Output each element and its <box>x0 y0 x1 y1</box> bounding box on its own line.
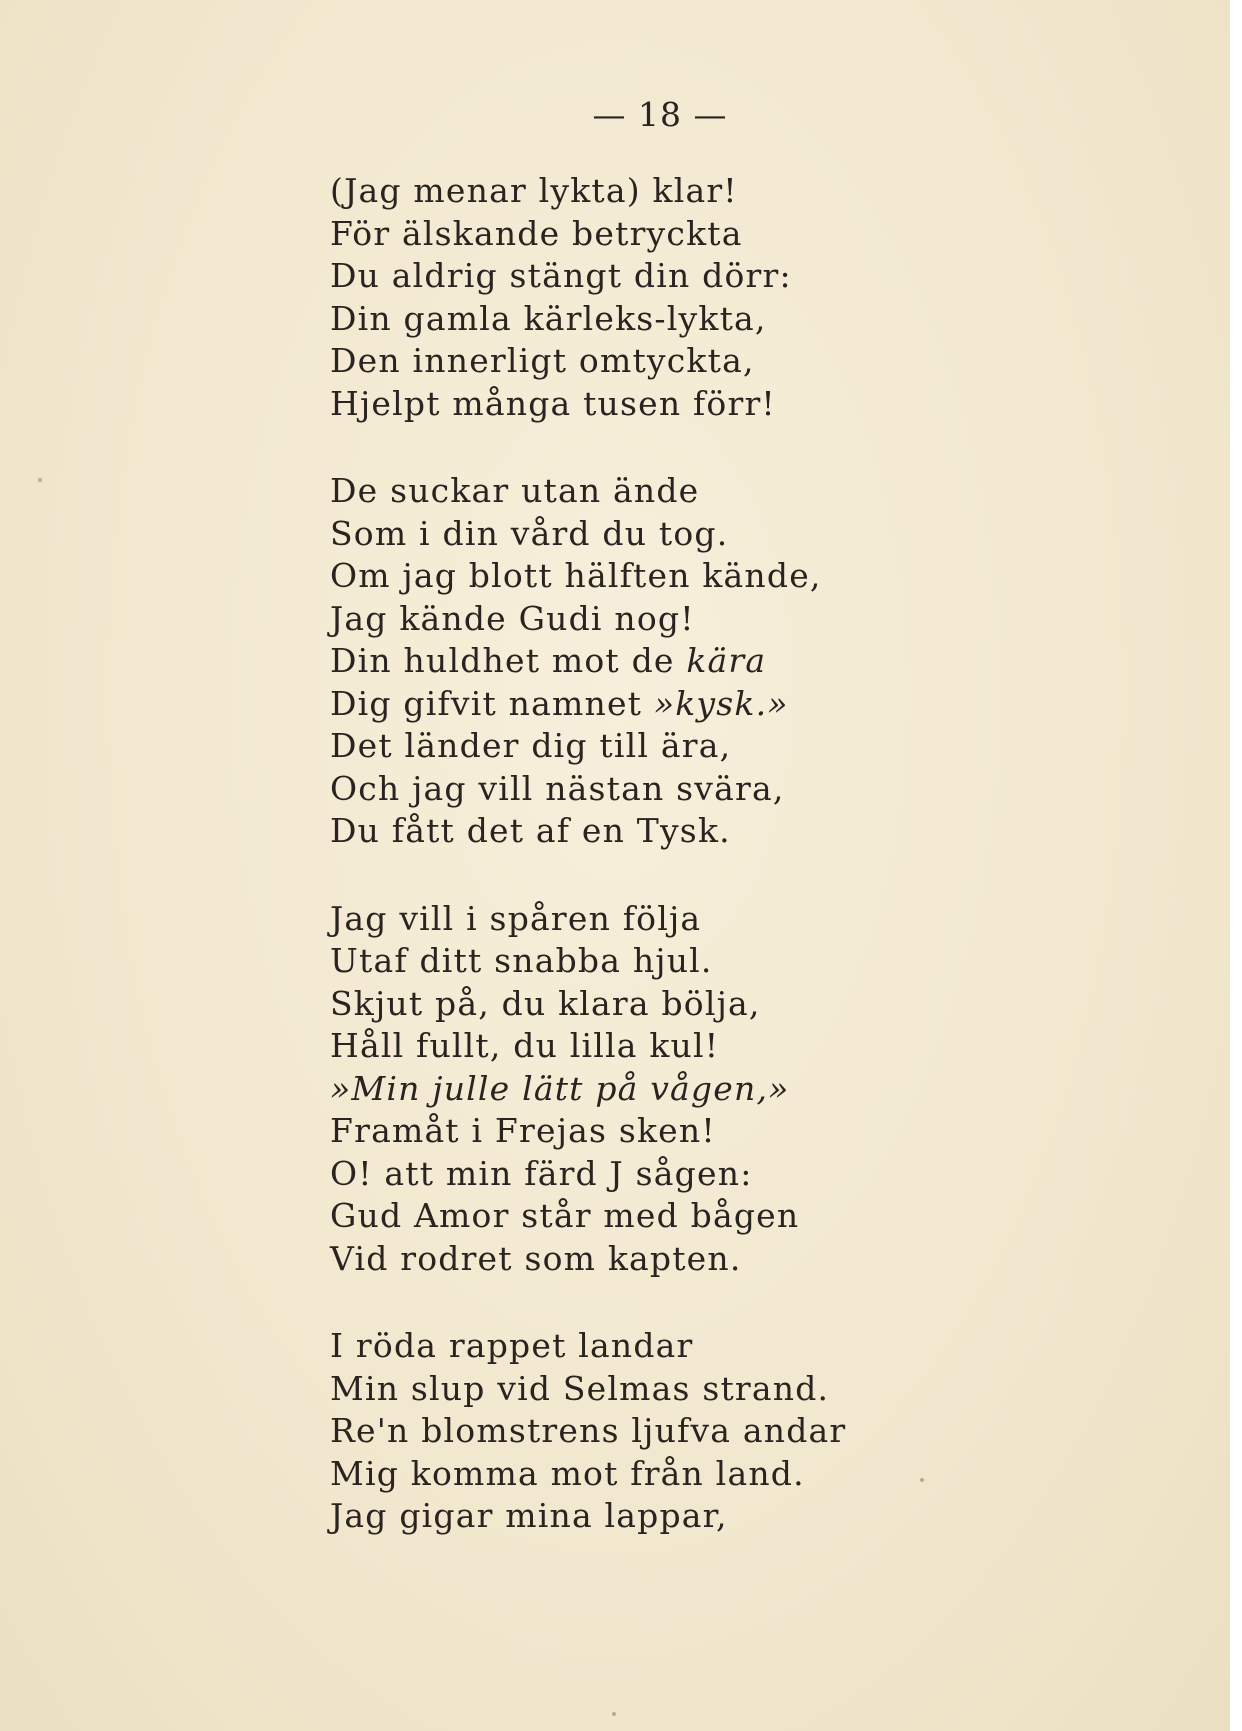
poem-line: Hjelpt många tusen förr! <box>330 383 776 423</box>
poem-line: Min slup vid Selmas strand. <box>330 1368 830 1408</box>
poem-line: I röda rappet landar <box>330 1326 694 1365</box>
poem <box>330 170 890 1583</box>
poem-line: Den innerligt omtyckta, <box>330 341 755 380</box>
poem-line: De suckar utan ände <box>330 471 700 510</box>
italic-word: kära <box>686 641 767 680</box>
poem-line: Re'n blomstrens ljufva andar <box>330 1411 847 1450</box>
page-edge <box>1230 0 1242 1731</box>
poem-line: Om jag blott hälften kände, <box>330 556 822 595</box>
page-number: — 18 — <box>592 95 728 134</box>
poem-line: O! att min färd J sågen: <box>330 1153 753 1193</box>
poem-line: Gud Amor står med bågen <box>330 1196 800 1235</box>
poem-line: Utaf ditt snabba hjul. <box>330 941 713 980</box>
line-text: Dig gifvit namnet <box>330 683 654 723</box>
poem-line: Mig komma mot från land. <box>330 1453 805 1493</box>
poem-line: Du fått det af en Tysk. <box>330 811 731 850</box>
poem-line: För älskande betryckta <box>330 213 743 253</box>
stanza-3 <box>330 898 890 1281</box>
poem-line: Framåt i Frejas sken! <box>330 1111 716 1150</box>
stanza-4 <box>330 1325 890 1538</box>
poem-line: Jag gigar mina lappar, <box>330 1496 728 1535</box>
poem-line: Skjut på, du klara bölja, <box>330 983 761 1023</box>
paper-speck <box>38 478 42 482</box>
poem-line: Håll fullt, du lilla kul! <box>330 1026 720 1065</box>
poem-line: Vid rodret som kapten. <box>330 1238 742 1278</box>
poem-line: Du aldrig stängt din dörr: <box>330 256 792 295</box>
poem-line: Som i din vård du tog. <box>330 513 729 553</box>
poem-line: (Jag menar lykta) klar! <box>330 171 738 210</box>
paper-speck <box>920 1478 924 1482</box>
italic-word: »kysk.» <box>653 683 789 723</box>
poem-line <box>330 640 890 683</box>
line-text: Din huldhet mot de <box>330 641 687 680</box>
poem-line <box>330 683 890 726</box>
italic-line: »Min julle lätt på vågen,» <box>330 1068 790 1108</box>
stanza-1 <box>330 170 890 425</box>
poem-line: Jag kände Gudi nog! <box>330 598 695 638</box>
poem-line <box>330 1068 890 1111</box>
poem-line: Din gamla kärleks-lykta, <box>330 298 767 338</box>
poem-line: Jag vill i spåren följa <box>330 898 702 938</box>
stanza-2 <box>330 470 890 853</box>
poem-line: Och jag vill nästan svära, <box>330 768 785 808</box>
paper-speck <box>612 1712 616 1716</box>
poem-line: Det länder dig till ära, <box>330 726 732 765</box>
